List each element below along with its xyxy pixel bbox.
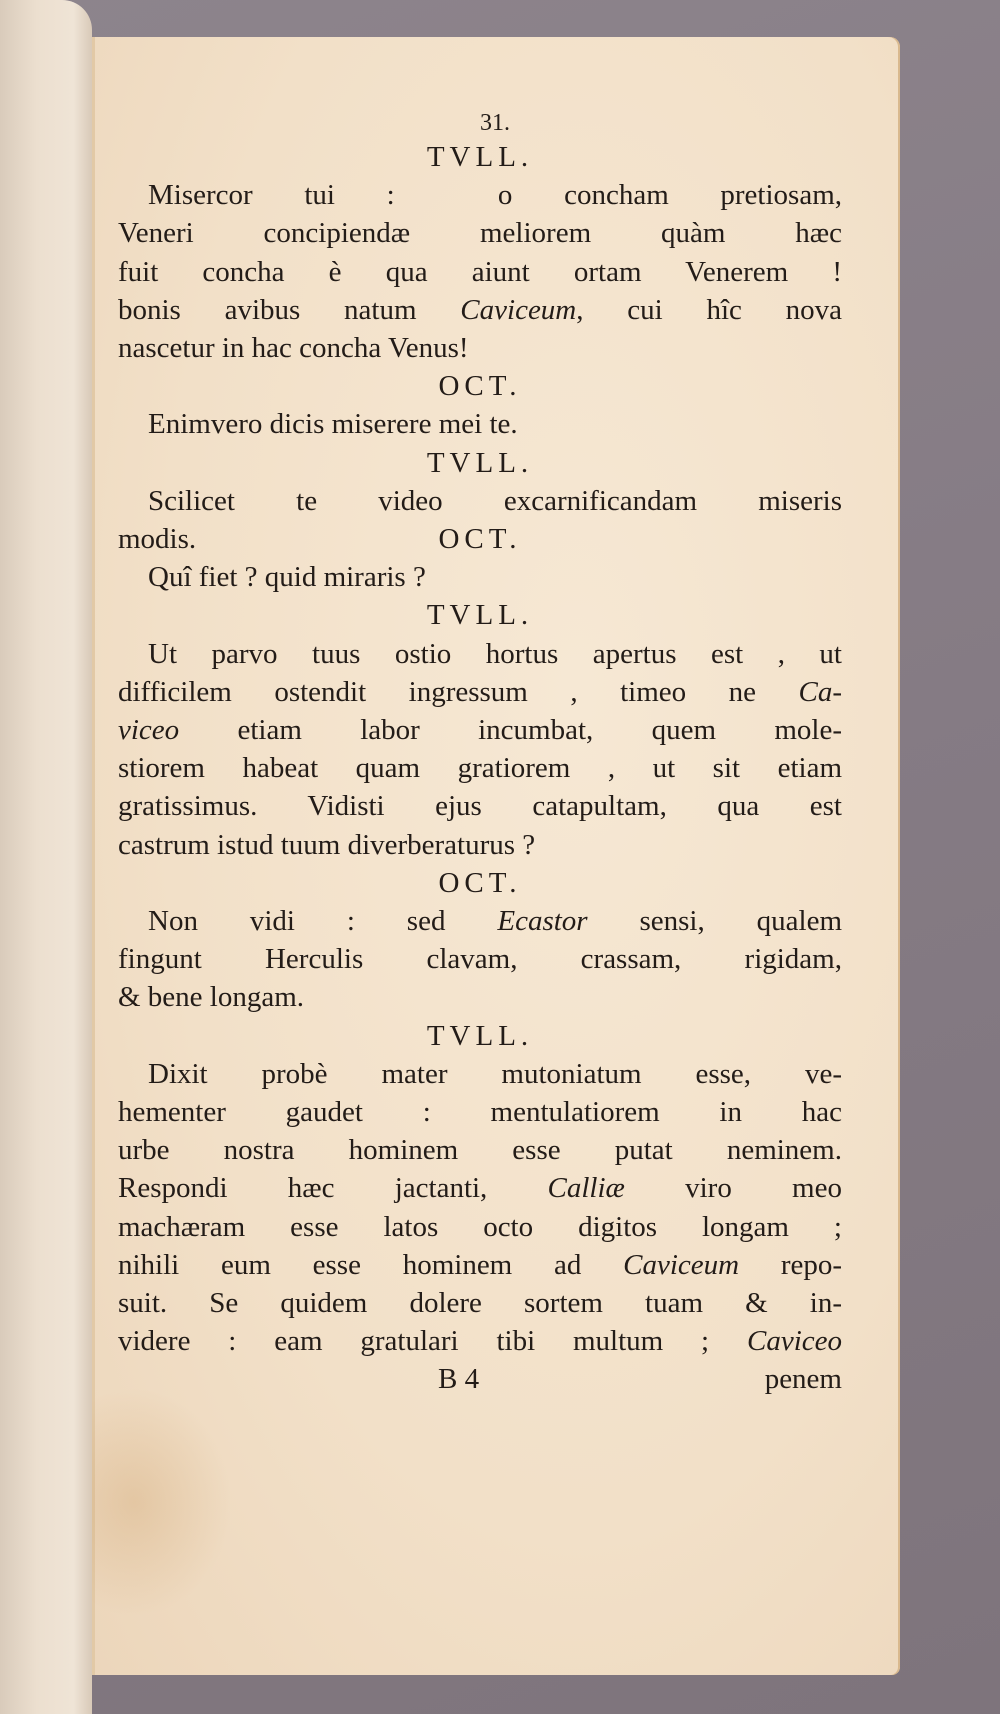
line-content xyxy=(148,405,518,443)
text-line xyxy=(118,826,842,864)
line-content xyxy=(118,253,842,291)
italic-text: Ecastor xyxy=(497,905,588,938)
text-line xyxy=(118,787,842,825)
line-text: hementer gaudet : mentulatiorem in hac xyxy=(118,1096,842,1129)
text-line xyxy=(118,1284,842,1322)
text-line xyxy=(118,558,842,596)
line-text: sensi, qualem xyxy=(587,905,842,938)
line-text: suit. Se quidem dolere sortem tuam & in- xyxy=(118,1287,842,1320)
line-content xyxy=(118,1322,842,1360)
line-text: repo- xyxy=(739,1248,843,1281)
line-text: Veneri concipiendæ meliorem quàm hæc xyxy=(118,217,842,250)
line-content xyxy=(118,214,842,252)
line-text: difficilem ostendit ingressum , timeo ne xyxy=(118,675,799,708)
text-line xyxy=(118,1055,842,1093)
speaker-label: OCT. xyxy=(438,370,522,403)
italic-text: Caviceum xyxy=(460,293,577,326)
text-line xyxy=(118,635,842,673)
text-section-2 xyxy=(118,558,842,1360)
line-text: Enimvero dicis miserere mei te. xyxy=(148,408,518,441)
text-line xyxy=(118,749,842,787)
page-text xyxy=(118,108,842,1400)
text-line xyxy=(118,673,842,711)
italic-text: Ca- xyxy=(798,675,842,708)
line-content xyxy=(118,1284,842,1322)
text-line xyxy=(118,711,842,749)
line-text: nihili eum esse hominem ad xyxy=(118,1248,624,1281)
speaker-label: TVLL. xyxy=(426,446,534,479)
text-line xyxy=(118,214,842,252)
line-text: fuit concha è qua aiunt ortam Venerem ! xyxy=(118,255,842,288)
catchword: penem xyxy=(764,1363,842,1396)
italic-text: Calliæ xyxy=(547,1172,625,1205)
paper-stain xyxy=(92,1387,232,1617)
speaker-label: TVLL. xyxy=(426,141,534,173)
line-text: Non vidi : sed xyxy=(148,905,498,938)
page-number: 31. xyxy=(480,110,510,136)
line-content xyxy=(118,826,535,864)
text-line xyxy=(118,940,842,978)
line-text: Respondi hæc jactanti, xyxy=(118,1172,548,1205)
line-text: viro meo xyxy=(624,1172,842,1205)
line-text: Scilicet te video excarnificandam miseris xyxy=(148,484,842,517)
line-content xyxy=(118,291,842,329)
line-content xyxy=(118,1246,842,1284)
line-content xyxy=(118,749,842,787)
line-content xyxy=(118,673,842,711)
line-text: bonis avibus natum xyxy=(118,293,461,326)
line-text: etiam labor incumbat, quem mole- xyxy=(179,714,842,747)
footer-line xyxy=(118,1360,842,1400)
line-text: , cui hîc nova xyxy=(576,293,842,326)
line-content xyxy=(148,635,842,673)
text-line xyxy=(118,329,842,367)
text-line xyxy=(118,291,842,329)
speaker-label: OCT. xyxy=(438,523,522,556)
line-text: modis. xyxy=(118,523,197,556)
text-line xyxy=(118,482,842,520)
signature-mark: B 4 xyxy=(438,1363,480,1396)
text-line xyxy=(118,176,842,214)
speaker-label: OCT. xyxy=(438,866,522,899)
line-text: urbe nostra hominem esse putat neminem. xyxy=(118,1134,842,1167)
line-text: stiorem habeat quam gratiorem , ut sit etiam xyxy=(118,752,842,785)
line-content xyxy=(118,1208,842,1246)
italic-text: Caviceum xyxy=(623,1248,740,1281)
line-text: videre : eam gratulari tibi multum ; xyxy=(118,1325,747,1358)
line-text: Quî fiet ? quid miraris ? xyxy=(148,561,426,594)
facing-page-blurred-text xyxy=(0,55,92,226)
line-content xyxy=(118,329,469,367)
facing-page-edge xyxy=(0,0,92,1714)
text-section-1 xyxy=(118,138,842,520)
line-content xyxy=(118,1131,842,1169)
line-content xyxy=(148,1055,842,1093)
line-text: & bene longam. xyxy=(118,981,305,1014)
line-content xyxy=(148,482,842,520)
line-content xyxy=(148,558,426,596)
italic-text: Caviceo xyxy=(746,1325,842,1358)
line-content xyxy=(118,940,842,978)
line-content xyxy=(118,787,842,825)
line-text: castrum istud tuum diverberaturus ? xyxy=(118,828,536,861)
line-text: nascetur in hac concha Venus! xyxy=(118,332,469,365)
modis-line xyxy=(118,520,842,558)
line-text: Misercor tui : o concham pretiosam, xyxy=(148,179,842,212)
text-line xyxy=(118,405,842,443)
text-line xyxy=(118,1322,842,1360)
line-text: Dixit probè mater mutoniatum esse, ve- xyxy=(148,1057,842,1090)
text-line xyxy=(118,902,842,940)
text-line xyxy=(118,253,842,291)
line-content xyxy=(118,1093,842,1131)
italic-text: viceo xyxy=(118,714,180,747)
line-text: machæram esse latos octo digitos longam ; xyxy=(118,1210,842,1243)
line-content xyxy=(118,978,304,1016)
line-content xyxy=(148,176,842,214)
text-line xyxy=(118,1169,842,1207)
text-line xyxy=(118,1208,842,1246)
text-line xyxy=(118,1131,842,1169)
text-line xyxy=(118,1093,842,1131)
line-content xyxy=(148,902,842,940)
line-text: Ut parvo tuus ostio hortus apertus est , ut xyxy=(148,637,842,670)
text-line xyxy=(118,1246,842,1284)
speaker-label: TVLL. xyxy=(426,1019,534,1052)
line-text: fingunt Herculis clavam, crassam, rigidam, xyxy=(118,943,842,976)
line-content xyxy=(118,711,842,749)
line-content xyxy=(118,1169,842,1207)
text-line xyxy=(118,978,842,1016)
line-text: gratissimus. Vidisti ejus catapultam, qua est xyxy=(118,790,842,823)
speaker-label: TVLL. xyxy=(426,599,534,632)
